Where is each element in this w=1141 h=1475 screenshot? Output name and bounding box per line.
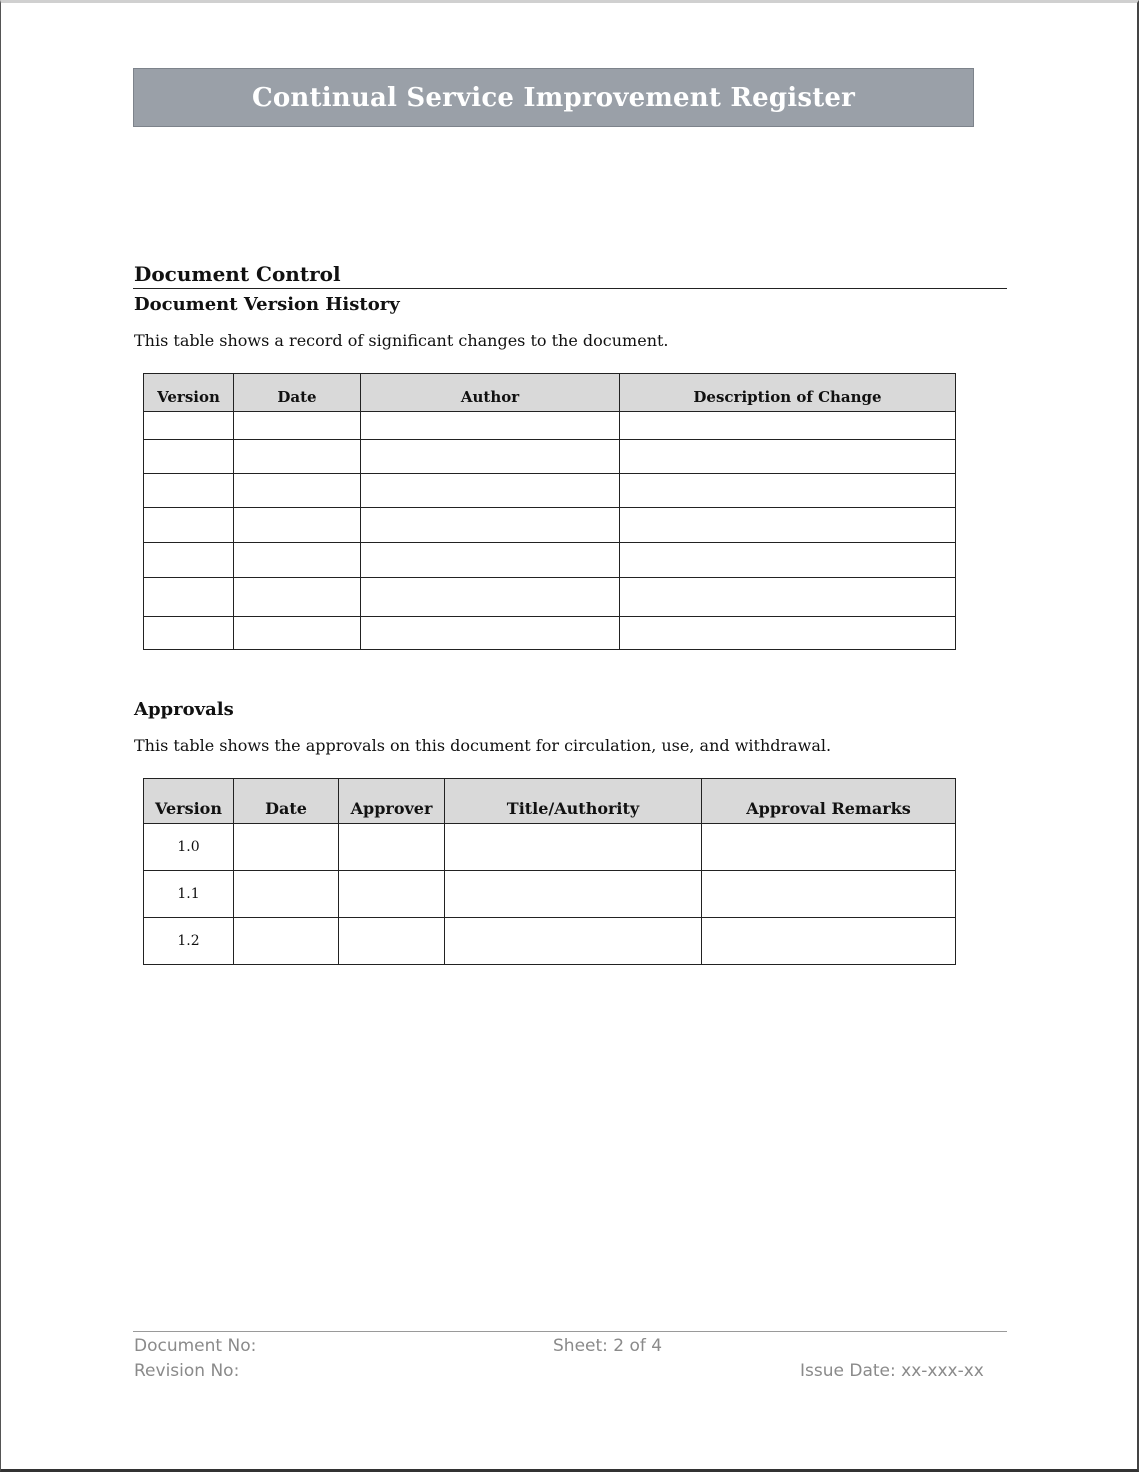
table-row [144, 543, 956, 578]
version-cell[interactable]: 1.1 [144, 871, 234, 918]
table-cell[interactable] [234, 508, 361, 543]
column-header-date: Date [234, 374, 361, 412]
table-cell[interactable] [234, 440, 361, 474]
table-cell[interactable] [234, 871, 339, 918]
table-row [144, 412, 956, 440]
approvals-heading: Approvals [134, 699, 234, 720]
table-cell[interactable] [234, 918, 339, 965]
table-row [144, 871, 956, 918]
table-cell[interactable] [234, 412, 361, 440]
footer-rule [133, 1331, 1007, 1332]
table-cell[interactable] [144, 440, 234, 474]
table-cell[interactable] [339, 918, 445, 965]
table-row [144, 617, 956, 650]
footer-revision-no: Revision No: [134, 1361, 240, 1381]
table-cell[interactable] [144, 617, 234, 650]
table-cell[interactable] [339, 871, 445, 918]
table-cell[interactable] [234, 474, 361, 508]
column-header-approver: Approver [339, 779, 445, 824]
column-header-version: Version [144, 779, 234, 824]
version-cell[interactable]: 1.2 [144, 918, 234, 965]
table-header-row [144, 779, 956, 824]
table-cell[interactable] [234, 578, 361, 617]
table-row [144, 918, 956, 965]
column-header-author: Author [361, 374, 620, 412]
table-cell[interactable] [620, 440, 956, 474]
column-header-title-authority: Title/Authority [445, 779, 702, 824]
table-cell[interactable] [620, 543, 956, 578]
table-cell[interactable] [445, 871, 702, 918]
table-cell[interactable] [620, 474, 956, 508]
approvals-table [143, 778, 956, 965]
table-cell[interactable] [361, 474, 620, 508]
footer-document-no: Document No: [134, 1336, 257, 1356]
table-cell[interactable] [361, 617, 620, 650]
table-cell[interactable] [144, 543, 234, 578]
version-history-intro: This table shows a record of significant changes to the document. [134, 331, 669, 350]
table-cell[interactable] [620, 412, 956, 440]
version-history-heading: Document Version History [134, 294, 400, 315]
document-control-rule [133, 288, 1007, 289]
version-history-table [143, 373, 956, 650]
table-row [144, 578, 956, 617]
table-row [144, 824, 956, 871]
table-cell[interactable] [361, 508, 620, 543]
document-title: Continual Service Improvement Register [251, 82, 856, 113]
table-cell[interactable] [620, 578, 956, 617]
table-row [144, 508, 956, 543]
version-cell[interactable]: 1.0 [144, 824, 234, 871]
table-cell[interactable] [144, 508, 234, 543]
table-cell[interactable] [702, 824, 956, 871]
table-cell[interactable] [620, 617, 956, 650]
table-row [144, 474, 956, 508]
table-cell[interactable] [339, 824, 445, 871]
table-cell[interactable] [361, 543, 620, 578]
footer-issue-date: Issue Date: xx-xxx-xx [800, 1361, 984, 1381]
table-cell[interactable] [361, 412, 620, 440]
column-header-approval-remarks: Approval Remarks [702, 779, 956, 824]
table-cell[interactable] [234, 824, 339, 871]
table-cell[interactable] [702, 918, 956, 965]
table-header-row [144, 374, 956, 412]
column-header-date: Date [234, 779, 339, 824]
table-row [144, 440, 956, 474]
document-control-heading: Document Control [134, 262, 341, 286]
table-cell[interactable] [234, 617, 361, 650]
table-cell[interactable] [144, 412, 234, 440]
table-cell[interactable] [702, 871, 956, 918]
table-cell[interactable] [144, 474, 234, 508]
table-cell[interactable] [445, 918, 702, 965]
table-cell[interactable] [361, 440, 620, 474]
column-header-version: Version [144, 374, 234, 412]
table-cell[interactable] [234, 543, 361, 578]
table-cell[interactable] [361, 578, 620, 617]
table-cell[interactable] [620, 508, 956, 543]
title-banner [133, 68, 974, 127]
footer-sheet-number: Sheet: 2 of 4 [553, 1336, 663, 1356]
table-cell[interactable] [144, 578, 234, 617]
column-header-description: Description of Change [620, 374, 956, 412]
approvals-intro: This table shows the approvals on this document for circulation, use, and withdrawal. [134, 736, 832, 755]
table-cell[interactable] [445, 824, 702, 871]
